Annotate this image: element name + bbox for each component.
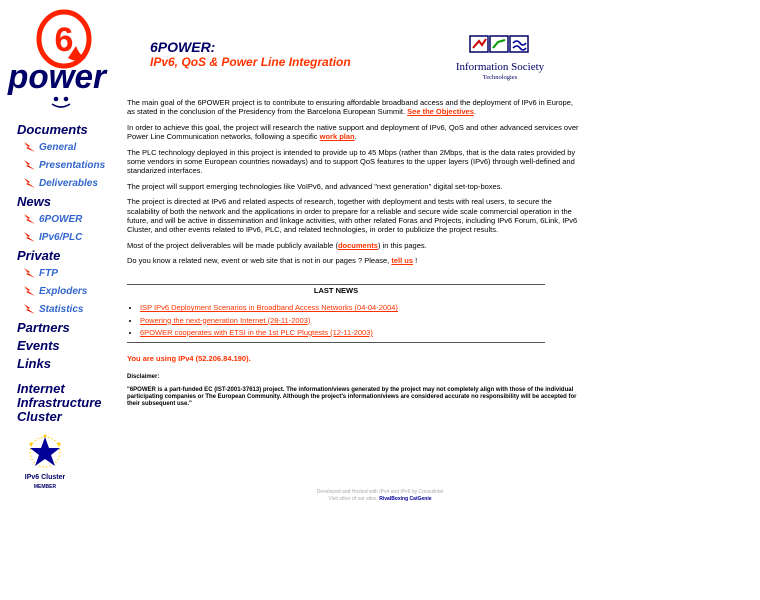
lightning-bolt-icon bbox=[23, 176, 37, 190]
ip-version-notice: You are using IPv4 (52.206.84.190). bbox=[127, 354, 251, 364]
lightning-bolt-icon bbox=[23, 158, 37, 172]
nav-partners[interactable]: Partners bbox=[17, 320, 70, 335]
research-paragraph: The project is directed at IPv6 and related aspects of research, together with deployment and tests with real users, to secure the scalability of both the network and the applications in order to prepare for a reliable and secure wide scale commercial operation in the future, and will be active in dissemination and linkage activities, with other related Foras and Projects, including IPv6 Forum, 6Link, IPv6 Cluster, and other events related to IPv6, PLC, and related technologies, in order to publicize the project results. bbox=[127, 197, 578, 235]
workplan-text: In order to achieve this goal, the project will research the native support and deployment of IPv6, QoS and other advanced services over Power Line Communication networks, following a specific bbox=[127, 122, 579, 142]
news-bottom-divider bbox=[127, 342, 545, 343]
deliverables-text: Most of the project deliverables will be made publicly available ( bbox=[127, 240, 338, 250]
ist-logo[interactable] bbox=[452, 34, 548, 84]
news-link[interactable]: 6POWER cooperates with ETSI in the 1st PLC Plugtests (12-11-2003) bbox=[140, 327, 373, 337]
cluster-member-label: MEMBER bbox=[33, 484, 57, 490]
tell-us-paragraph bbox=[127, 256, 582, 265]
documents-link[interactable]: documents bbox=[337, 240, 378, 250]
nav-documents[interactable]: Documents bbox=[17, 122, 88, 137]
nav-presentations[interactable] bbox=[23, 156, 127, 174]
disclaimer-title bbox=[127, 374, 582, 381]
footer-sites bbox=[250, 496, 510, 503]
lightning-bolt-icon bbox=[23, 266, 37, 280]
lightning-bolt-icon bbox=[23, 230, 37, 244]
news-item bbox=[140, 328, 582, 337]
nav-links[interactable]: Links bbox=[17, 356, 51, 371]
news-list bbox=[127, 303, 582, 337]
page-subtitle: IPv6, QoS & Power Line Integration bbox=[150, 55, 351, 69]
nav-internet-infrastructure-cluster[interactable] bbox=[17, 382, 127, 424]
nav-general-label: General bbox=[39, 141, 77, 153]
6power-logo[interactable] bbox=[6, 6, 110, 110]
lightning-bolt-icon bbox=[23, 212, 37, 226]
lightning-bolt-icon bbox=[23, 140, 37, 154]
footer-sites-label: Visit other of our sites: bbox=[328, 496, 378, 502]
nav-exploders-label: Exploders bbox=[39, 285, 88, 297]
lightning-bolt-icon bbox=[23, 284, 37, 298]
intro-paragraph: The main goal of the 6POWER project is to contribute to ensuring affordable broadband access and the deployment of IPv6 in Europe, as stated in the conclusion of the Presidency from the Barcelona European Summit. See the Objectives. bbox=[127, 98, 573, 117]
nav-deliverables[interactable] bbox=[23, 174, 127, 192]
nav-news-ipv6plc-label: IPv6/PLC bbox=[39, 231, 83, 243]
news-item bbox=[140, 316, 582, 325]
nav-news-6power-label: 6POWER bbox=[39, 213, 83, 225]
plc-paragraph: The PLC technology deployed in this project is intended to provide up to 45 Mbps (rather than 2Mbps, that is the data rates provided by some vendors in some European countries nowadays) and to support QoS features to the upper layers (IPv6) through well-defined and standarized interfaces. bbox=[127, 147, 576, 176]
cluster-label: IPv6 Cluster bbox=[25, 474, 65, 481]
iic-line-3: Cluster bbox=[17, 409, 62, 424]
nav-statistics[interactable] bbox=[23, 300, 127, 318]
tell-us-link[interactable]: tell us bbox=[391, 256, 414, 266]
objectives-link[interactable]: See the Objectives bbox=[407, 107, 474, 117]
footer-hosted: Developed and Hosted with IPv4 and IPv6 by Consulintel bbox=[316, 489, 444, 495]
disclaimer-text bbox=[127, 387, 582, 408]
nav-general[interactable] bbox=[23, 138, 127, 156]
tell-us-text: Do you know a related new, event or web site that is not in our pages ? Please, bbox=[127, 256, 390, 266]
catgenie-link[interactable]: CatGenie bbox=[409, 496, 432, 502]
nav-deliverables-label: Deliverables bbox=[39, 177, 98, 189]
nav-ftp[interactable] bbox=[23, 264, 127, 282]
news-top-divider bbox=[127, 284, 545, 285]
deliverables-paragraph bbox=[127, 241, 582, 250]
lightning-bolt-icon bbox=[23, 302, 37, 316]
nav-news-ipv6plc[interactable] bbox=[23, 228, 127, 246]
nav-statistics-label: Statistics bbox=[39, 303, 84, 315]
iic-line-1: Internet bbox=[17, 381, 65, 396]
main-content bbox=[127, 98, 582, 414]
nav-presentations-label: Presentations bbox=[39, 159, 106, 171]
nav-news-6power[interactable] bbox=[23, 210, 127, 228]
tell-us-text-end: ! bbox=[415, 256, 418, 266]
logo-word: power bbox=[7, 58, 108, 96]
ipv6-cluster-badge[interactable] bbox=[25, 432, 65, 492]
nav-private[interactable]: Private bbox=[17, 248, 61, 263]
nav-news[interactable]: News bbox=[17, 194, 51, 209]
logo-six: 6 bbox=[54, 21, 74, 59]
ist-label-main: Information Society bbox=[455, 61, 545, 73]
last-news-title: LAST NEWS bbox=[313, 285, 359, 295]
page-title: 6POWER: bbox=[150, 39, 216, 55]
rivalboxing-link[interactable]: RivalBoxing bbox=[379, 496, 409, 502]
sidebar-nav bbox=[17, 121, 127, 424]
news-item bbox=[140, 303, 582, 312]
nav-exploders[interactable] bbox=[23, 282, 127, 300]
ist-label-sub: Technologies bbox=[482, 74, 518, 81]
disclaimer-body: "6POWER is a part-funded EC (IST-2001-37613) project. The information/views generated by the project may not completely align with those of the individual participating companies or The European Community. Although the project's information/views are considered accurate no responsibility will be accepted for their subsequent use." bbox=[127, 386, 577, 407]
workplan-link[interactable]: work plan bbox=[319, 132, 355, 142]
news-link[interactable]: Powering the next-generation Internet (28-11-2003) bbox=[140, 315, 311, 325]
disclaimer-heading: Disclaimer: bbox=[127, 373, 160, 380]
footer bbox=[250, 489, 510, 503]
nav-events[interactable]: Events bbox=[17, 338, 60, 353]
workplan-paragraph: In order to achieve this goal, the project will research the native support and deployment of IPv6, QoS and other advanced services over Power Line Communication networks, following a specific work plan. bbox=[127, 122, 579, 142]
intro-text: The main goal of the 6POWER project is to contribute to ensuring affordable broadband access and the deployment of IPv6 in Europe, as stated in the conclusion of the Presidency from the Barcelona European Summit. bbox=[127, 98, 573, 117]
iic-line-2: Infrastructure bbox=[17, 395, 102, 410]
voip-paragraph: The project will support emerging technologies like VoIPv6, and advanced "next generation" digital set-top-boxes. bbox=[127, 181, 503, 191]
deliverables-text-end: ) in this pages. bbox=[377, 240, 427, 250]
nav-ftp-label: FTP bbox=[39, 267, 58, 279]
news-link[interactable]: ISP IPv6 Deployment Scenarios in Broadband Access Networks (04-04-2004) bbox=[140, 303, 398, 313]
